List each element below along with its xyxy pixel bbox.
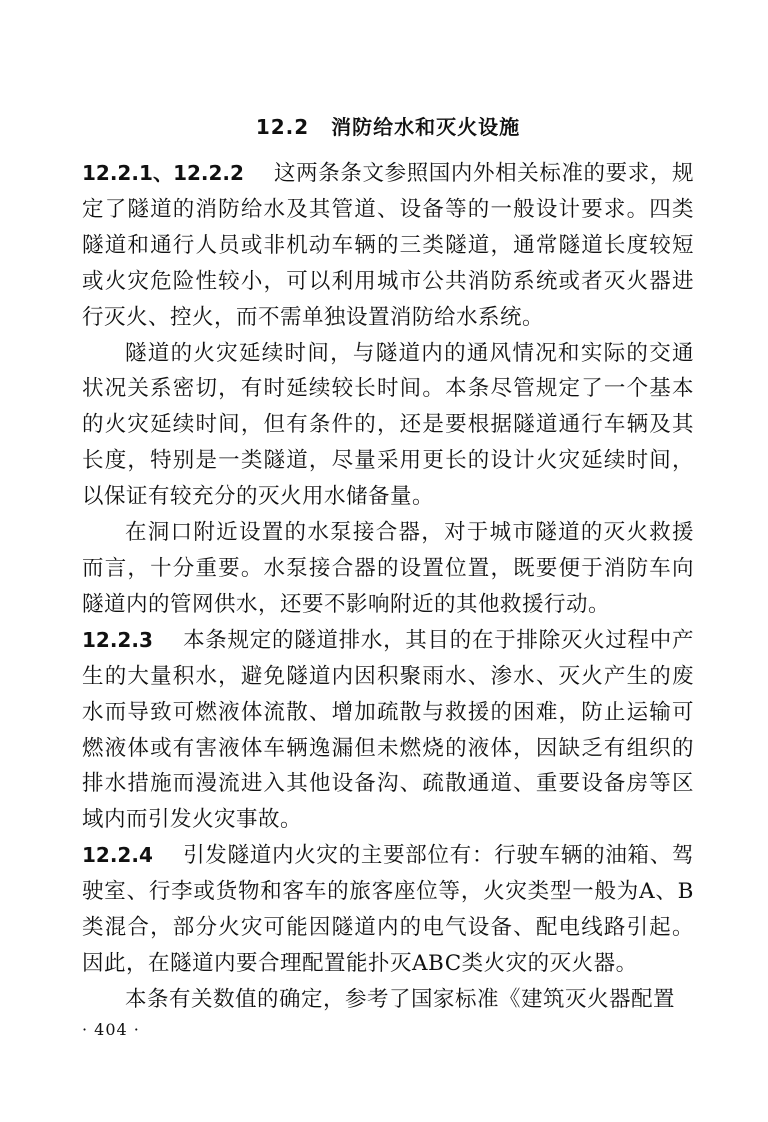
paragraph-text: 在洞口附近设置的水泵接合器，对于城市隧道的灭火救援而言，十分重要。水泵接合器的设置位置，既要便于消防车向隧道内的管网供水，还要不影响附近的其他救援行动。 (82, 520, 694, 617)
paragraph-fire-duration (82, 336, 694, 516)
paragraph-clause-12-2-3 (82, 623, 694, 838)
clause-number: 12.2.1、12.2.2 (82, 161, 244, 185)
section-title-text: 消防给水和灭火设施 (331, 115, 521, 139)
clause-number: 12.2.3 (82, 627, 153, 652)
document-page (82, 0, 694, 1122)
paragraph-text: 本条规定的隧道排水，其目的在于排除灭火过程中产生的大量积水，避免隧道内因积聚雨水、渗水、灭火产生的废水而导致可燃液体流散、增加疏散与救援的困难，防止运输可燃液体或有害液体车辆逸漏但未燃烧的液体，因缺乏有组织的排水措施而漫流进入其他设备沟、疏散通道、重要设备房等区域内而引发火灾事故。 (82, 627, 694, 833)
paragraph-text: 隧道的火灾延续时间，与隧道内的通风情况和实际的交通状况关系密切，有时延续较长时间。本条尽管规定了一个基本的火灾延续时间，但有条件的，还是要根据隧道通行车辆及其长度，特别是一类隧道，尽量采用更长的设计火灾延续时间，以保证有较充分的灭火用水储备量。 (82, 340, 694, 510)
paragraph-text: 引发隧道内火灾的主要部位有：行驶车辆的油箱、驾驶室、行李或货物和客车的旅客座位等，火灾类型一般为A、B类混合，部分火灾可能因隧道内的电气设备、配电线路引起。因此，在隧道内要合理配置能扑灭ABC类火灾的灭火器。 (82, 843, 694, 976)
page-number: · 404 · (82, 1020, 140, 1039)
clause-number: 12.2.4 (82, 843, 153, 868)
paragraph-text: 本条有关数值的确定，参考了国家标准《建筑灭火器配置 (125, 986, 676, 1012)
paragraph-text: 这两条条文参照国内外相关标准的要求，规定了隧道的消防给水及其管道、设备等的一般设计要求。四类隧道和通行人员或非机动车辆的三类隧道，通常隧道长度较短或火灾危险性较小，可以利用城市公共消防系统或者灭火器进行灭火、控火，而不需单独设置消防给水系统。 (82, 161, 694, 330)
body-text (82, 156, 694, 1018)
paragraph-clause-12-2-4 (82, 838, 694, 982)
paragraph-reference-standard (82, 982, 694, 1018)
paragraph-clause-12-2-1 (82, 156, 694, 336)
section-title (82, 110, 694, 144)
section-number: 12.2 (255, 115, 310, 139)
paragraph-pump-adapter (82, 515, 694, 623)
